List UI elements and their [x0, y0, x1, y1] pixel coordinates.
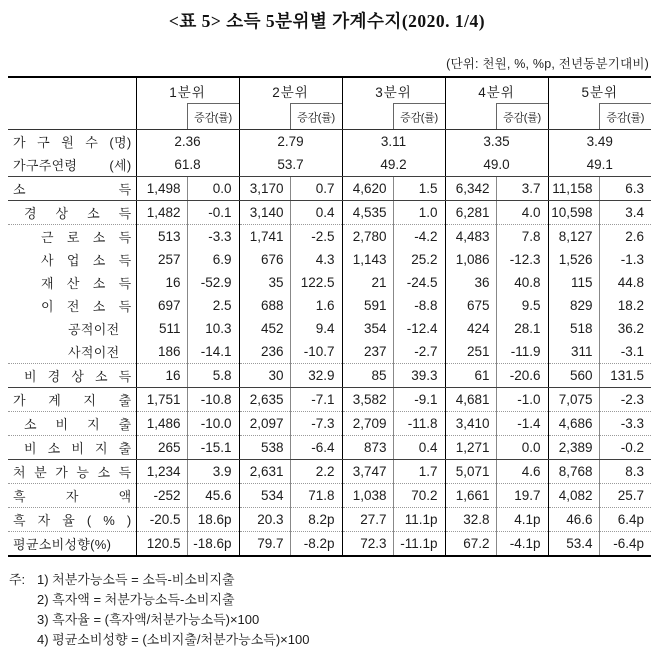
change-cell: 1.6	[290, 294, 342, 317]
amount-cell: 1,741	[239, 225, 290, 249]
row-label: 비 소 비 지 출	[8, 436, 136, 460]
row-label: 가 구 원 수 (명)	[13, 135, 132, 150]
change-cell: 2.5	[187, 294, 239, 317]
change-cell: -6.4	[290, 436, 342, 460]
amount-cell: 311	[548, 340, 599, 364]
change-cell: 4.3	[290, 248, 342, 271]
change-cell: -18.6p	[187, 532, 239, 557]
change-cell: 4.0	[496, 201, 548, 225]
amount-cell: 6,342	[445, 177, 496, 201]
amount-cell: 2,635	[239, 388, 290, 412]
amount-cell: 72.3	[342, 532, 393, 557]
change-cell: -10.0	[187, 412, 239, 436]
amount-cell: 2,389	[548, 436, 599, 460]
change-cell: -9.1	[393, 388, 445, 412]
amount-cell: 237	[342, 340, 393, 364]
change-cell: 25.2	[393, 248, 445, 271]
change-cell: 11.1p	[393, 508, 445, 532]
change-cell: -15.1	[187, 436, 239, 460]
amount-cell: 676	[239, 248, 290, 271]
unit-note: (단위: 천원, %, %p, 전년동분기대비)	[446, 57, 649, 71]
table-title: <표 5> 소득 5분위별 가계수지(2020. 1/4)	[168, 11, 486, 31]
table-row	[8, 294, 651, 317]
footnote-line	[9, 570, 654, 590]
amount-cell: 30	[239, 364, 290, 388]
row-label: 비 경 상 소 득	[8, 364, 136, 388]
amount-cell: 1,751	[136, 388, 187, 412]
change-cell: 0.4	[290, 201, 342, 225]
row-label: 흑 자 율 ( % )	[8, 508, 136, 532]
row-label: 소 득	[8, 177, 136, 201]
change-cell: -14.1	[187, 340, 239, 364]
change-cell: 3.9	[187, 460, 239, 484]
change-cell: -3.1	[599, 340, 651, 364]
change-cell: 131.5	[599, 364, 651, 388]
amount-cell: 16	[136, 271, 187, 294]
change-cell: -10.8	[187, 388, 239, 412]
amount-cell: 697	[136, 294, 187, 317]
amount-cell: 35	[239, 271, 290, 294]
table-body	[8, 77, 651, 556]
change-cell: 9.4	[290, 317, 342, 340]
amount-cell: 1,038	[342, 484, 393, 508]
amount-cell: 7,075	[548, 388, 599, 412]
row-label: 처 분 가 능 소 득	[8, 460, 136, 484]
amount-cell: 265	[136, 436, 187, 460]
amount-cell: 3,747	[342, 460, 393, 484]
amount-cell: 4,483	[445, 225, 496, 249]
amount-cell: 3,170	[239, 177, 290, 201]
amount-cell: -20.5	[136, 508, 187, 532]
amount-cell: 186	[136, 340, 187, 364]
amount-cell: 513	[136, 225, 187, 249]
subheader-cell: 증감(률)	[393, 104, 445, 130]
amount-cell: 424	[445, 317, 496, 340]
amount-cell: 36	[445, 271, 496, 294]
table-row	[8, 271, 651, 294]
change-cell: 7.8	[496, 225, 548, 249]
amount-cell: 32.8	[445, 508, 496, 532]
change-cell: 71.8	[290, 484, 342, 508]
change-cell: -4.1p	[496, 532, 548, 557]
change-cell: -6.4p	[599, 532, 651, 557]
row-label: 평균소비성향(%)	[13, 537, 112, 552]
group-header-row	[8, 77, 651, 104]
footnote-line: 3) 흑자율 = (흑자액/처분가능소득)×100	[37, 612, 260, 627]
change-cell: -11.1p	[393, 532, 445, 557]
change-cell: -1.3	[599, 248, 651, 271]
table-row	[8, 460, 651, 484]
change-cell: 45.6	[187, 484, 239, 508]
table-row	[8, 225, 651, 249]
table-row	[8, 412, 651, 436]
amount-cell: 1,526	[548, 248, 599, 271]
amount-cell: 5,071	[445, 460, 496, 484]
change-cell: 36.2	[599, 317, 651, 340]
footnote-prefix: 주:	[9, 572, 26, 587]
amount-cell: 115	[548, 271, 599, 294]
change-cell: -1.0	[496, 388, 548, 412]
amount-cell: 20.3	[239, 508, 290, 532]
change-cell: -7.3	[290, 412, 342, 436]
amount-cell: 829	[548, 294, 599, 317]
amount-cell: 27.7	[342, 508, 393, 532]
subheader-spacer	[239, 104, 290, 130]
change-cell: -11.9	[496, 340, 548, 364]
change-cell: 4.6	[496, 460, 548, 484]
footnote-text: 1) 처분가능소득 = 소득-비소비지출	[37, 572, 235, 587]
amount-cell: 688	[239, 294, 290, 317]
amount-cell: -252	[136, 484, 187, 508]
change-cell: 18.6p	[187, 508, 239, 532]
amount-cell: 1,234	[136, 460, 187, 484]
amount-cell: 2,780	[342, 225, 393, 249]
change-cell: -2.3	[599, 388, 651, 412]
amount-cell: 21	[342, 271, 393, 294]
group-header: 2분위	[239, 77, 342, 104]
change-cell: -2.7	[393, 340, 445, 364]
group-header: 3분위	[342, 77, 445, 104]
member-value: 49.1	[548, 153, 651, 177]
change-cell: 1.5	[393, 177, 445, 201]
change-cell: 3.7	[496, 177, 548, 201]
change-cell: 6.9	[187, 248, 239, 271]
amount-cell: 534	[239, 484, 290, 508]
row-label: 흑 자 액	[8, 484, 136, 508]
amount-cell: 4,681	[445, 388, 496, 412]
amount-cell: 257	[136, 248, 187, 271]
amount-cell: 16	[136, 364, 187, 388]
change-cell: 2.2	[290, 460, 342, 484]
subheader-cell: 증감(률)	[187, 104, 239, 130]
row-label: 경 상 소 득	[8, 201, 136, 225]
subheader-cell: 증감(률)	[599, 104, 651, 130]
change-cell: -24.5	[393, 271, 445, 294]
change-cell: 70.2	[393, 484, 445, 508]
change-cell: 4.1p	[496, 508, 548, 532]
change-cell: 40.8	[496, 271, 548, 294]
change-cell: -11.8	[393, 412, 445, 436]
amount-cell: 1,482	[136, 201, 187, 225]
member-value: 2.36	[136, 130, 239, 154]
amount-cell: 6,281	[445, 201, 496, 225]
change-cell: -52.9	[187, 271, 239, 294]
change-cell: 2.6	[599, 225, 651, 249]
change-cell: 0.0	[187, 177, 239, 201]
amount-cell: 8,127	[548, 225, 599, 249]
amount-cell: 452	[239, 317, 290, 340]
table-row	[8, 388, 651, 412]
member-value: 3.11	[342, 130, 445, 154]
amount-cell: 675	[445, 294, 496, 317]
member-value: 3.49	[548, 130, 651, 154]
change-cell: 5.8	[187, 364, 239, 388]
amount-cell: 4,620	[342, 177, 393, 201]
amount-cell: 3,582	[342, 388, 393, 412]
amount-cell: 251	[445, 340, 496, 364]
change-cell: 3.4	[599, 201, 651, 225]
change-cell: -8.2p	[290, 532, 342, 557]
change-cell: 18.2	[599, 294, 651, 317]
change-cell: 0.7	[290, 177, 342, 201]
amount-cell: 4,686	[548, 412, 599, 436]
subheader-spacer	[136, 104, 187, 130]
quintile-table	[8, 76, 651, 557]
row-label: 가구주연령 (세)	[8, 153, 136, 177]
table-row	[8, 484, 651, 508]
amount-cell: 2,631	[239, 460, 290, 484]
member-value: 61.8	[136, 153, 239, 177]
amount-cell: 3,140	[239, 201, 290, 225]
change-cell: 8.3	[599, 460, 651, 484]
amount-cell: 1,271	[445, 436, 496, 460]
change-cell: 32.9	[290, 364, 342, 388]
change-cell: 6.4p	[599, 508, 651, 532]
table-row	[8, 508, 651, 532]
amount-cell: 511	[136, 317, 187, 340]
amount-cell: 67.2	[445, 532, 496, 557]
corner-cell	[8, 77, 136, 130]
change-cell: 25.7	[599, 484, 651, 508]
change-cell: 1.7	[393, 460, 445, 484]
amount-cell: 873	[342, 436, 393, 460]
group-header: 5분위	[548, 77, 651, 104]
amount-cell: 10,598	[548, 201, 599, 225]
member-value: 3.35	[445, 130, 548, 154]
amount-cell: 11,158	[548, 177, 599, 201]
table-row	[8, 130, 651, 154]
change-cell: -2.5	[290, 225, 342, 249]
amount-cell: 1,486	[136, 412, 187, 436]
row-label: 가 계 지 출	[8, 388, 136, 412]
row-label: 재 산 소 득	[41, 276, 132, 291]
change-cell: -4.2	[393, 225, 445, 249]
member-value: 2.79	[239, 130, 342, 154]
amount-cell: 1,086	[445, 248, 496, 271]
change-cell: -7.1	[290, 388, 342, 412]
subheader-spacer	[445, 104, 496, 130]
table-row	[8, 532, 651, 557]
change-cell: 19.7	[496, 484, 548, 508]
amount-cell: 46.6	[548, 508, 599, 532]
subheader-cell: 증감(률)	[290, 104, 342, 130]
row-label: 이 전 소 득	[41, 299, 132, 314]
change-cell: -12.4	[393, 317, 445, 340]
amount-cell: 53.4	[548, 532, 599, 557]
change-cell: -20.6	[496, 364, 548, 388]
table-row	[8, 248, 651, 271]
amount-cell: 1,498	[136, 177, 187, 201]
change-cell: -12.3	[496, 248, 548, 271]
amount-cell: 79.7	[239, 532, 290, 557]
change-cell: 1.0	[393, 201, 445, 225]
group-header: 1분위	[136, 77, 239, 104]
table-row	[8, 340, 651, 364]
change-cell: -1.4	[496, 412, 548, 436]
group-header: 4분위	[445, 77, 548, 104]
footnote-line: 2) 흑자액 = 처분가능소득-소비지출	[37, 592, 235, 607]
footnotes	[9, 570, 654, 650]
footnote-line: 4) 평균소비성향 = (소비지출/처분가능소득)×100	[37, 632, 310, 647]
change-cell: -8.8	[393, 294, 445, 317]
change-cell: -0.1	[187, 201, 239, 225]
amount-cell: 120.5	[136, 532, 187, 557]
amount-cell: 4,082	[548, 484, 599, 508]
change-cell: 0.4	[393, 436, 445, 460]
row-label: 사 업 소 득	[41, 253, 132, 268]
amount-cell: 4,535	[342, 201, 393, 225]
amount-cell: 518	[548, 317, 599, 340]
change-cell: 9.5	[496, 294, 548, 317]
row-label: 공적이전	[68, 322, 120, 337]
change-cell: 8.2p	[290, 508, 342, 532]
table-row	[8, 153, 651, 177]
table-row	[8, 317, 651, 340]
amount-cell: 538	[239, 436, 290, 460]
change-cell: -3.3	[599, 412, 651, 436]
change-cell: 10.3	[187, 317, 239, 340]
member-value: 53.7	[239, 153, 342, 177]
subheader-spacer	[342, 104, 393, 130]
table-row	[8, 177, 651, 201]
table-row	[8, 364, 651, 388]
table-row	[8, 201, 651, 225]
amount-cell: 2,097	[239, 412, 290, 436]
row-label: 근 로 소 득	[41, 230, 132, 245]
change-cell: 39.3	[393, 364, 445, 388]
change-cell: 28.1	[496, 317, 548, 340]
amount-cell: 85	[342, 364, 393, 388]
change-cell: 122.5	[290, 271, 342, 294]
amount-cell: 1,661	[445, 484, 496, 508]
amount-cell: 560	[548, 364, 599, 388]
change-cell: -10.7	[290, 340, 342, 364]
amount-cell: 8,768	[548, 460, 599, 484]
row-label: 소 비 지 출	[8, 412, 136, 436]
amount-cell: 2,709	[342, 412, 393, 436]
amount-cell: 591	[342, 294, 393, 317]
amount-cell: 354	[342, 317, 393, 340]
row-label: 사적이전	[8, 340, 136, 364]
change-cell: -3.3	[187, 225, 239, 249]
member-value: 49.0	[445, 153, 548, 177]
member-value: 49.2	[342, 153, 445, 177]
subheader-spacer	[548, 104, 599, 130]
amount-cell: 61	[445, 364, 496, 388]
table-row	[8, 436, 651, 460]
change-cell: 0.0	[496, 436, 548, 460]
amount-cell: 1,143	[342, 248, 393, 271]
change-cell: -0.2	[599, 436, 651, 460]
amount-cell: 3,410	[445, 412, 496, 436]
change-cell: 6.3	[599, 177, 651, 201]
subheader-cell: 증감(률)	[496, 104, 548, 130]
amount-cell: 236	[239, 340, 290, 364]
change-cell: 44.8	[599, 271, 651, 294]
